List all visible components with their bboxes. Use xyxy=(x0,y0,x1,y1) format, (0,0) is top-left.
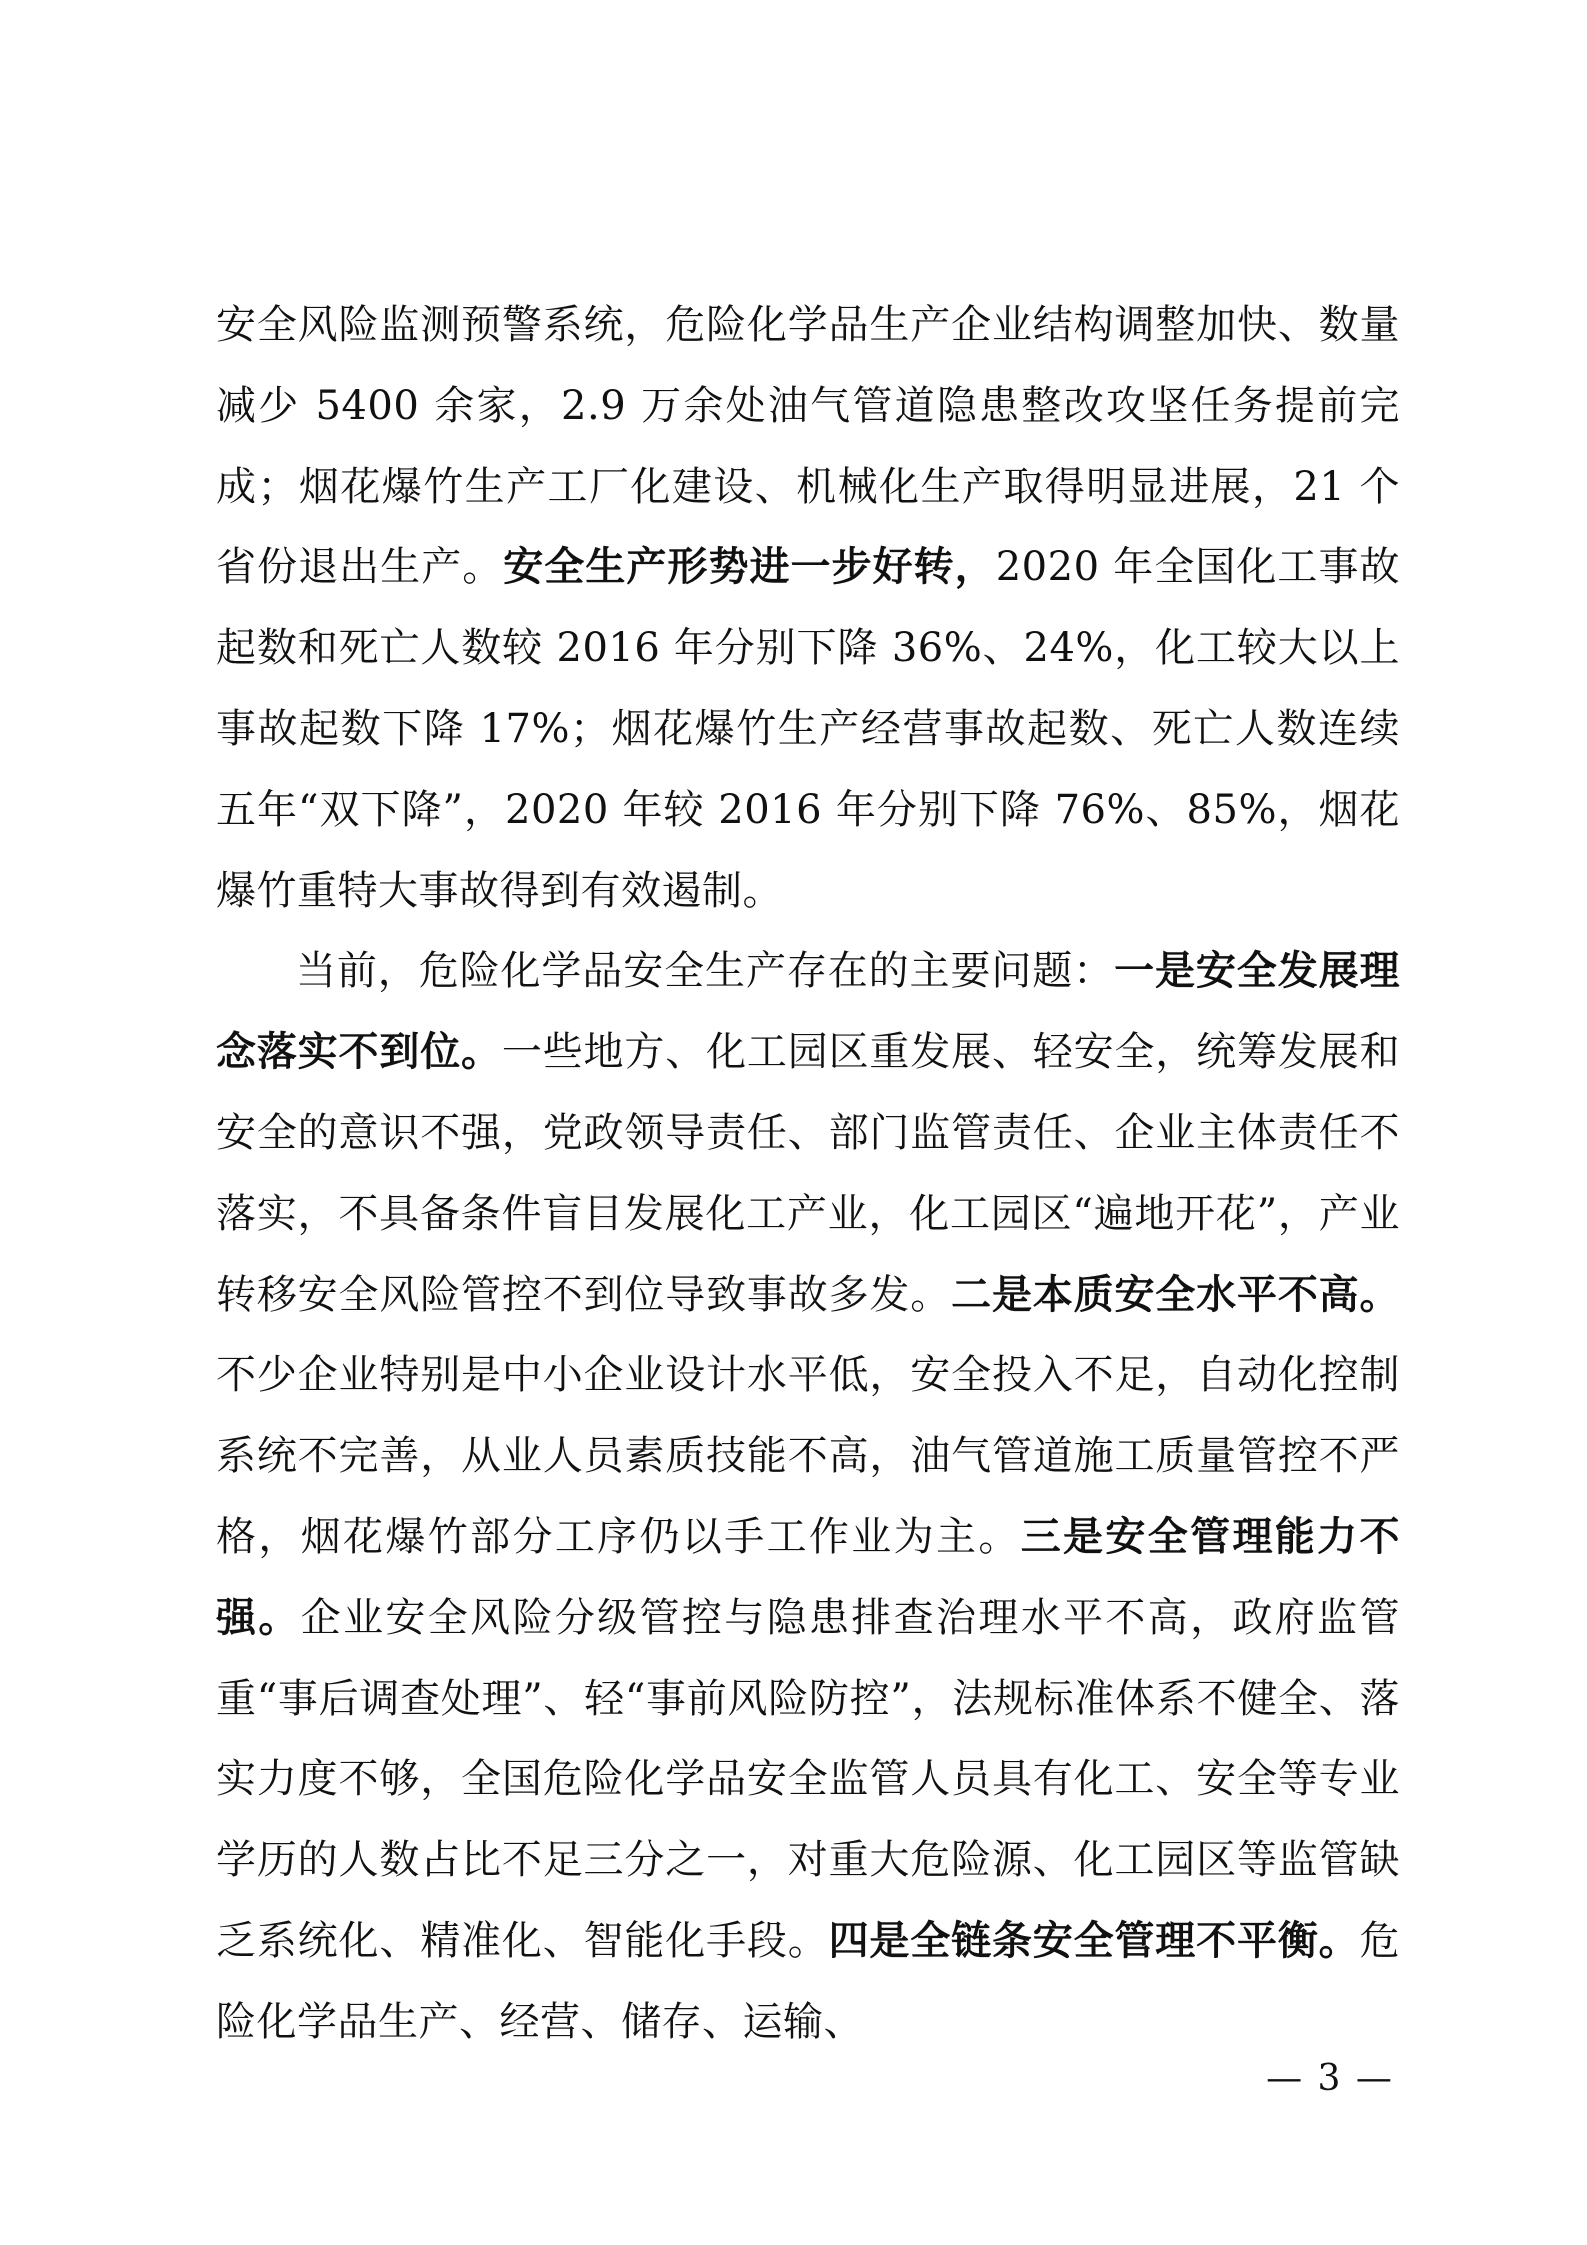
body-text xyxy=(216,285,1400,2063)
paragraph-2 xyxy=(216,931,1400,2062)
paragraph-2-run-2: 一些地方、化工园区重发展、轻安全，统筹发展和安全的意识不强，党政领导责任、部门监管责任、企业主体责任不落实，不具备条件盲目发展化工产业，化工园区“遍地开花”，产业转移安全风险管控不到位导致事故多发。 xyxy=(216,1029,1400,1318)
paragraph-2-bold-3: 三是安全管理能力不强。 xyxy=(216,1512,1401,1641)
paragraph-2-run-1: 当前，危险化学品安全生产存在的主要问题： xyxy=(296,948,1115,995)
paragraph-1-run-1: 安全风险监测预警系统，危险化学品生产企业结构调整加快、数量减少 5400 余家，2.9 万余处油气管道隐患整改攻坚任务提前完成；烟花爆竹生产工厂化建设、机械化生产取得明显进展，21 个省份退出生产。 xyxy=(216,302,1400,591)
paragraph-1 xyxy=(216,285,1400,931)
paragraph-1-bold-1: 安全生产形势进一步好转， xyxy=(503,543,996,591)
page-number: — 3 — xyxy=(1266,2058,1394,2099)
paragraph-2-run-4: 企业安全风险分级管控与隐患排查治理水平不高，政府监管重“事后调查处理”、轻“事前风险防控”，法规标准体系不健全、落实力度不够，全国危险化学品安全监管人员具有化工、安全等专业学历的人数占比不足三分之一，对重大危险源、化工园区等监管缺乏系统化、精准化、智能化手段。 xyxy=(216,1594,1401,1964)
paragraph-2-bold-2: 二是本质安全水平不高。 xyxy=(951,1270,1401,1318)
paragraph-2-run-5: 危险化学品生产、经营、储存、运输、 xyxy=(216,1917,1401,2045)
paragraph-1-run-2: 2020 年全国化工事故起数和死亡人数较 2016 年分别下降 36%、24%，化工较大以上事故起数下降 17%；烟花爆竹生产经营事故起数、死亡人数连续五年“双下降”，2020 年较 2016 年分别下降 76%、85%，烟花爆竹重特大事故得到有效遏制。 xyxy=(216,544,1401,914)
paragraph-2-run-3: 不少企业特别是中小企业设计水平低，安全投入不足，自动化控制系统不完善，从业人员素质技能不高，油气管道施工质量管控不严格，烟花爆竹部分工序仍以手工作业为主。 xyxy=(216,1352,1400,1560)
paragraph-2-bold-1: 一是安全发展理念落实不到位。 xyxy=(216,947,1401,1076)
paragraph-2-bold-4: 四是全链条安全管理不平衡。 xyxy=(828,1916,1360,1964)
